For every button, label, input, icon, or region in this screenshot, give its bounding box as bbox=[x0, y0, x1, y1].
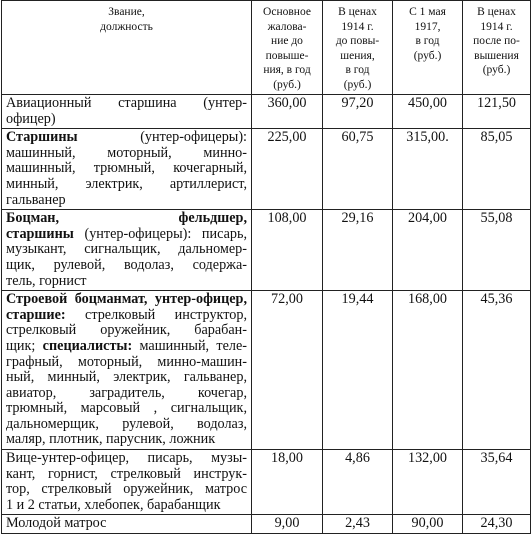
value-1914-after-cell: 55,08 bbox=[463, 210, 531, 291]
rank-line bbox=[6, 274, 247, 290]
value-1914-before-cell: 97,20 bbox=[323, 95, 393, 129]
rank-line bbox=[6, 482, 247, 498]
header-line: 1914 г. bbox=[480, 20, 513, 33]
rank-line bbox=[6, 112, 247, 128]
rank-line bbox=[6, 130, 247, 146]
value-1914-before-cell: 4,86 bbox=[323, 450, 393, 515]
rank-line bbox=[6, 432, 247, 448]
rank-line bbox=[6, 308, 247, 324]
rank-text: ный, минный, электрик, гальванер, bbox=[6, 369, 247, 386]
rank-line bbox=[6, 401, 247, 417]
rank-line bbox=[6, 516, 247, 532]
header-line: повыше- bbox=[265, 49, 309, 62]
rank-heading-text: старшие: bbox=[6, 306, 66, 323]
rank-text: 1 и 2 статьи, хлебопек, барабанщик bbox=[6, 496, 221, 513]
rank-text: авиатор, заградитель, кочегар, bbox=[6, 384, 247, 401]
rank-text: Вице-унтер-офицер, писарь, музы- bbox=[6, 450, 247, 467]
rank-text: трюмный, марсовый , сигнальщик, bbox=[6, 400, 247, 417]
base-salary-cell: 9,00 bbox=[252, 515, 323, 534]
may-1917-cell: 90,00 bbox=[393, 515, 463, 534]
rank-line bbox=[6, 161, 247, 177]
header-line: в год bbox=[345, 64, 370, 77]
header-line: до повы- bbox=[335, 35, 380, 48]
rank-cell bbox=[2, 95, 252, 129]
rank-line bbox=[6, 386, 247, 402]
header-line: жалова- bbox=[267, 20, 307, 33]
rank-heading-text: Боцман, фельдшер, bbox=[6, 210, 247, 227]
rank-heading-text: старшины bbox=[6, 225, 74, 242]
rank-line bbox=[6, 498, 247, 514]
value-1914-before-cell: 19,44 bbox=[323, 291, 393, 450]
rank-text: графный, моторный, минно-машин- bbox=[6, 353, 247, 370]
header-may-1917 bbox=[393, 1, 463, 95]
table-row bbox=[2, 129, 531, 210]
value-1914-after-cell: 45,36 bbox=[463, 291, 531, 450]
rank-text: кант, горнист, стрелковый инструк- bbox=[6, 465, 247, 482]
header-line: 1917, bbox=[414, 20, 441, 33]
header-line: должность bbox=[100, 20, 153, 33]
rank-text: Молодой матрос bbox=[6, 515, 107, 532]
rank-text: гальванер bbox=[6, 191, 66, 208]
table-row bbox=[2, 95, 531, 129]
header-line: В ценах bbox=[338, 6, 377, 18]
value-1914-before-cell: 29,16 bbox=[323, 210, 393, 291]
table-row bbox=[2, 291, 531, 450]
rank-heading-text: Строевой боцманмат, унтер-офицер, bbox=[6, 291, 247, 308]
rank-line bbox=[6, 355, 247, 371]
rank-text: щик; bbox=[6, 337, 43, 354]
rank-text: машинный, моторный, минно- bbox=[6, 144, 247, 161]
rank-cell bbox=[2, 210, 252, 291]
rank-line bbox=[6, 227, 247, 243]
base-salary-cell: 18,00 bbox=[252, 450, 323, 515]
rank-text: музыкант, сигнальщик, дальномер- bbox=[6, 241, 247, 258]
header-line: после по- bbox=[473, 35, 520, 48]
value-1914-after-cell: 35,64 bbox=[463, 450, 531, 515]
base-salary-cell: 108,00 bbox=[252, 210, 323, 291]
rank-line bbox=[6, 467, 247, 483]
rank-line bbox=[6, 339, 247, 355]
rank-heading-text: специалисты: bbox=[42, 337, 133, 354]
header-line: В ценах bbox=[477, 6, 516, 18]
header-1914-after bbox=[463, 1, 531, 95]
rank-text: офицер) bbox=[6, 110, 56, 127]
rank-line bbox=[6, 96, 247, 112]
rank-line bbox=[6, 292, 247, 308]
value-1914-before-cell: 60,75 bbox=[323, 129, 393, 210]
value-1914-before-cell: 2,43 bbox=[323, 515, 393, 534]
rank-text: стрелковый оружейник, барабан- bbox=[6, 322, 247, 339]
rank-cell bbox=[2, 129, 252, 210]
rank-line bbox=[6, 211, 247, 227]
base-salary-cell: 225,00 bbox=[252, 129, 323, 210]
rank-text: машинный, теле- bbox=[132, 337, 247, 354]
rank-text: тель, горнист bbox=[6, 272, 87, 289]
table-row bbox=[2, 515, 531, 534]
header-line: в год bbox=[415, 35, 440, 48]
table-body bbox=[2, 95, 531, 534]
rank-text: маляр, плотник, парусник, ложник bbox=[6, 431, 216, 448]
table-row bbox=[2, 210, 531, 291]
header-rank bbox=[2, 1, 252, 95]
rank-text: щик, рулевой, водолаз, содержа- bbox=[6, 256, 247, 273]
rank-text: стрелковый инструктор, bbox=[65, 306, 247, 323]
header-line: ние до bbox=[271, 35, 303, 48]
may-1917-cell: 204,00 bbox=[393, 210, 463, 291]
rank-line bbox=[6, 417, 247, 433]
rank-line bbox=[6, 370, 247, 386]
value-1914-after-cell: 24,30 bbox=[463, 515, 531, 534]
rank-text: дальномерщик, рулевой, водолаз, bbox=[6, 415, 247, 432]
rank-heading-text: Старшины bbox=[6, 129, 78, 146]
header-line: (руб.) bbox=[343, 78, 372, 91]
rank-text: (унтер-офицеры): писарь, bbox=[73, 225, 247, 242]
may-1917-cell: 315,00. bbox=[393, 129, 463, 210]
rank-cell bbox=[2, 450, 252, 515]
rank-text: Авиационный старшина (унтер- bbox=[6, 95, 247, 111]
value-1914-after-cell: 85,05 bbox=[463, 129, 531, 210]
rank-text: машинный, трюмный, кочегарный, bbox=[6, 160, 247, 177]
rank-line bbox=[6, 258, 247, 274]
header-1914-before bbox=[323, 1, 393, 95]
header-line: С 1 мая bbox=[409, 6, 446, 18]
rank-cell bbox=[2, 515, 252, 534]
may-1917-cell: 132,00 bbox=[393, 450, 463, 515]
may-1917-cell: 450,00 bbox=[393, 95, 463, 129]
rank-text: тор, стрелковый оружейник, матрос bbox=[6, 481, 247, 498]
header-line: (руб.) bbox=[273, 78, 301, 91]
header-row bbox=[2, 1, 531, 95]
rank-line bbox=[6, 146, 247, 162]
rank-line bbox=[6, 323, 247, 339]
rank-line bbox=[6, 177, 247, 193]
header-line: (руб.) bbox=[413, 49, 442, 62]
header-line: Звание, bbox=[108, 6, 145, 18]
header-base-salary bbox=[252, 1, 323, 95]
rank-line bbox=[6, 451, 247, 467]
rank-text: минный, электрик, артиллерист, bbox=[6, 175, 247, 192]
header-line: вышения bbox=[474, 49, 519, 62]
base-salary-cell: 360,00 bbox=[252, 95, 323, 129]
header-line: Основное bbox=[263, 6, 311, 18]
base-salary-cell: 72,00 bbox=[252, 291, 323, 450]
salary-table bbox=[1, 0, 531, 534]
header-line: шения, bbox=[340, 49, 375, 62]
may-1917-cell: 168,00 bbox=[393, 291, 463, 450]
header-line: (руб.) bbox=[482, 64, 511, 77]
header-line: 1914 г. bbox=[341, 20, 374, 33]
header-line: ния, в год bbox=[263, 64, 311, 77]
value-1914-after-cell: 121,50 bbox=[463, 95, 531, 129]
rank-line bbox=[6, 242, 247, 258]
rank-cell bbox=[2, 291, 252, 450]
rank-text: (унтер-офицеры): bbox=[77, 129, 247, 146]
rank-line bbox=[6, 193, 247, 209]
table-row bbox=[2, 450, 531, 515]
